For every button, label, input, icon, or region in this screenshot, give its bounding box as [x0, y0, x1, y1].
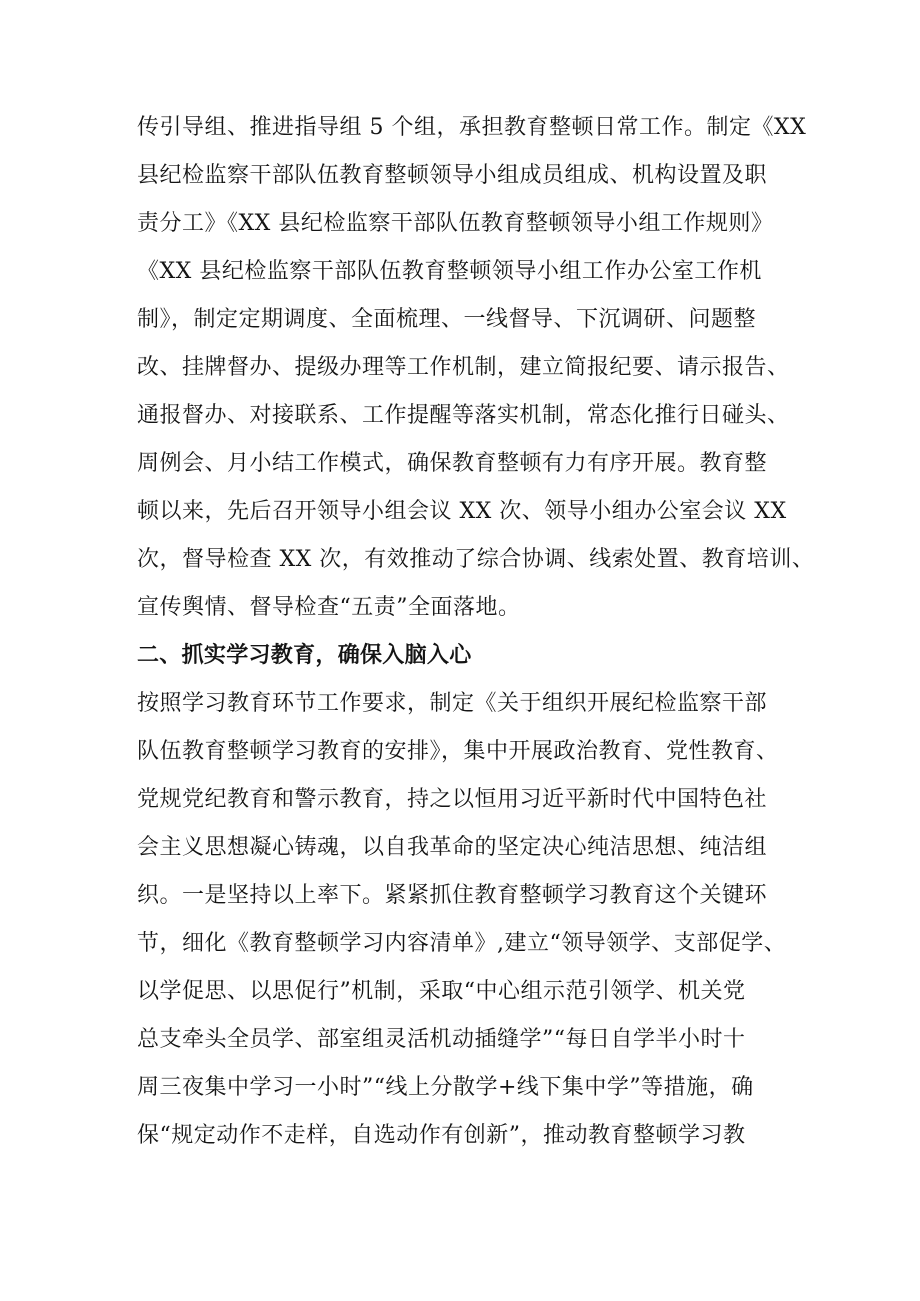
- paragraph-line: 宣传舆情、督导检查“五责”全面落地。: [137, 595, 521, 620]
- paragraph-line: 按照学习教育环节工作要求，制定《关于组织开展纪检监察干部: [137, 691, 768, 716]
- paragraph-line: 以学促思、以思促行”机制，采取“中心组示范引领学、机关党: [137, 979, 746, 1004]
- paragraph-line: 次，督导检查 XX 次，有效推动了综合协调、线索处置、教育培训、: [137, 547, 815, 572]
- paragraph-line: 织。一是坚持以上率下。紧紧抓住教育整顿学习教育这个关键环: [137, 883, 768, 908]
- paragraph-line: 保“规定动作不走样，自选动作有创新”，推动教育整顿学习教: [137, 1123, 746, 1148]
- paragraph-line: 制》，制定定期调度、全面梳理、一线督导、下沉调研、问题整: [137, 307, 757, 332]
- paragraph-line: 周三夜集中学习一小时”“线上分散学+线下集中学”等措施，确: [137, 1075, 754, 1100]
- section-heading: 二、抓实学习教育，确保入脑入心: [137, 643, 472, 668]
- paragraph-line: 周例会、月小结工作模式，确保教育整顿有力有序开展。教育整: [137, 451, 768, 476]
- paragraph-line: 县纪检监察干部队伍教育整顿领导小组成员组成、机构设置及职: [137, 163, 768, 188]
- paragraph-line: 队伍教育整顿学习教育的安排》，集中开展政治教育、党性教育、: [137, 739, 779, 764]
- paragraph-line: 通报督办、对接联系、工作提醒等落实机制，常态化推行日碰头、: [137, 403, 790, 428]
- paragraph-line: 总支牵头全员学、部室组灵活机动插缝学”“每日自学半小时十: [137, 1027, 746, 1052]
- paragraph-line: 顿以来，先后召开领导小组会议 XX 次、领导小组办公室会议 XX: [137, 499, 787, 524]
- paragraph-line: 传引导组、推进指导组 5 个组，承担教育整顿日常工作。制定《XX: [137, 115, 807, 140]
- paragraph-line: 节，细化《教育整顿学习内容清单》,建立“领导领学、支部促学、: [137, 931, 787, 956]
- paragraph-line: 会主义思想凝心铸魂，以自我革命的坚定决心纯洁思想、纯洁组: [137, 835, 768, 860]
- paragraph-line: 责分工》《XX 县纪检监察干部队伍教育整顿领导小组工作规则》: [137, 211, 774, 236]
- paragraph-line: 《XX 县纪检监察干部队伍教育整顿领导小组工作办公室工作机: [137, 259, 762, 284]
- paragraph-line: 改、挂牌督办、提级办理等工作机制，建立简报纪要、请示报告、: [137, 355, 790, 380]
- paragraph-line: 党规党纪教育和警示教育，持之以恒用习近平新时代中国特色社: [137, 787, 768, 812]
